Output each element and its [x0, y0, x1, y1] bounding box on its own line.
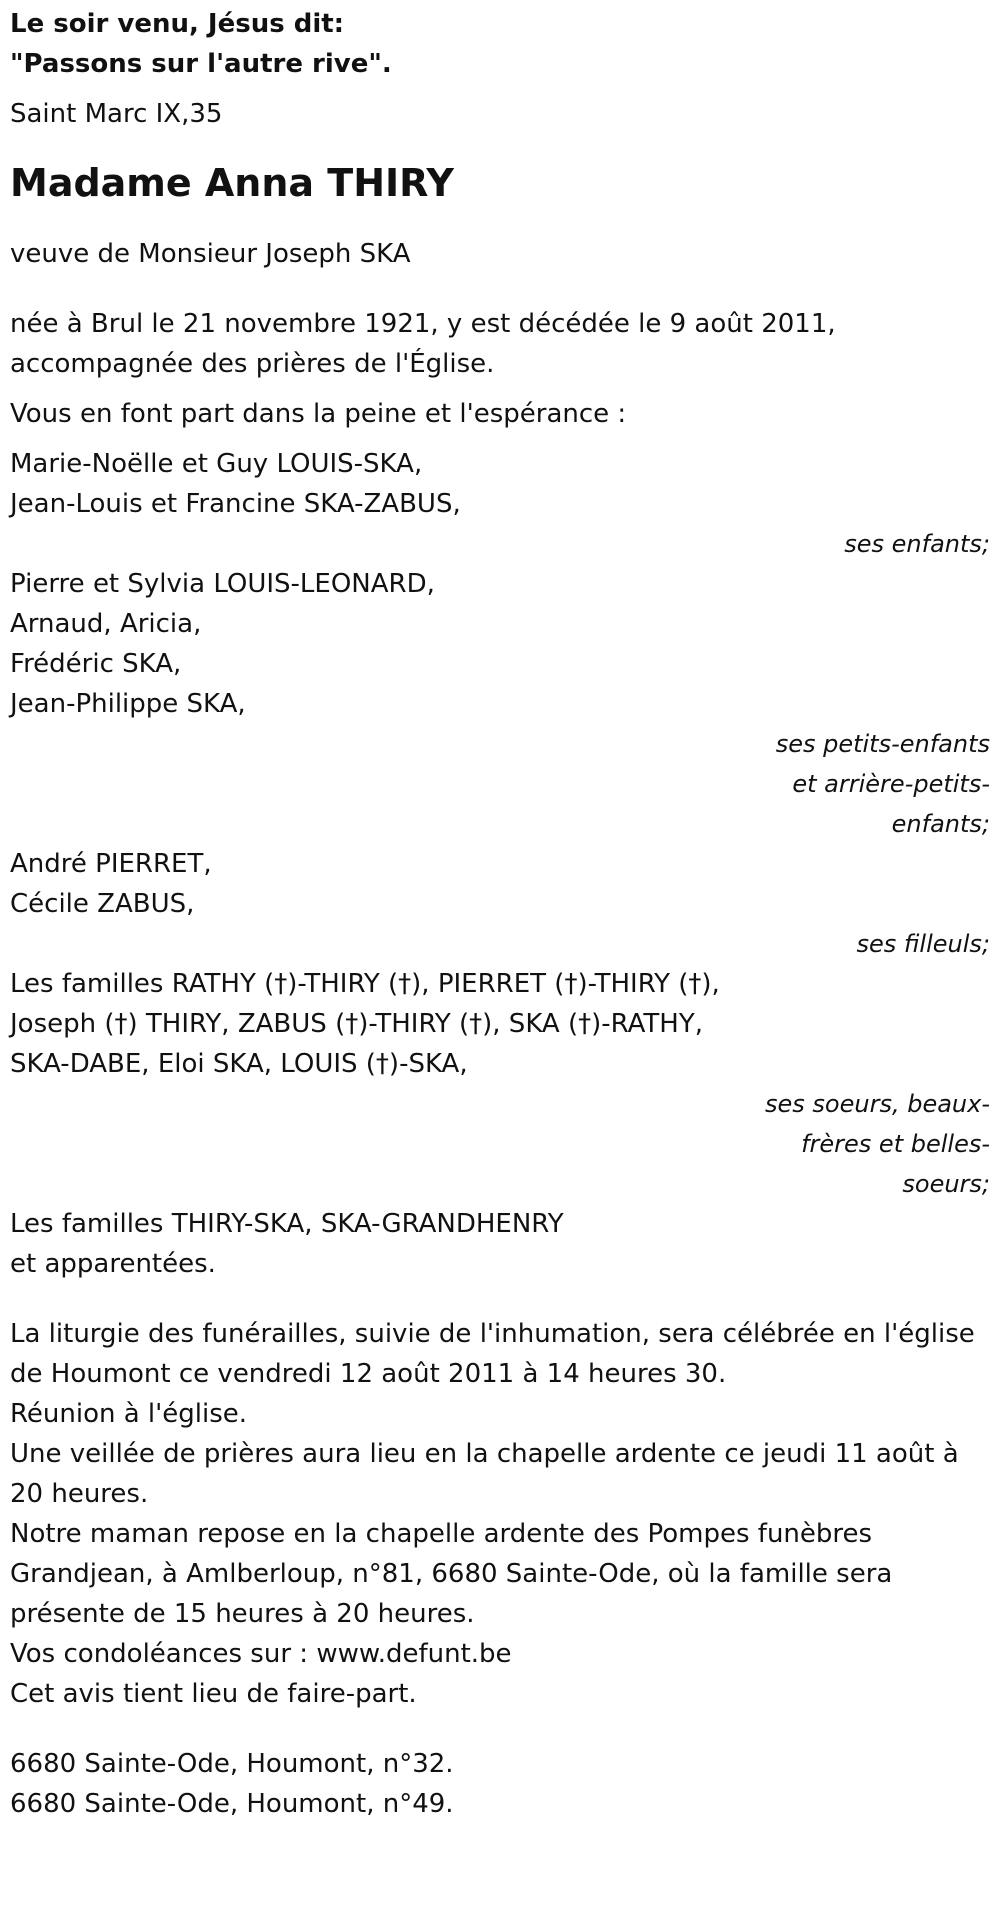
deceased-name: Madame Anna THIRY: [10, 161, 454, 205]
family-member: André PIERRET,: [10, 849, 212, 879]
role-line: ses soeurs, beaux-: [765, 1090, 990, 1118]
birth-death-line-1: née à Brul le 21 novembre 1921, y est décédée le 9 août 2011,: [10, 309, 836, 339]
family-group-godchildren: [10, 844, 990, 964]
family-member: Cécile ZABUS,: [10, 889, 195, 919]
liturgy-line-1: La liturgie des funérailles, suivie de l'inhumation, sera célébrée en l'église: [10, 1319, 975, 1349]
vigil-line-1: Une veillée de prières aura lieu en la chapelle ardente ce jeudi 11 août à: [10, 1439, 959, 1469]
meeting-info: Réunion à l'église.: [10, 1399, 248, 1429]
notice: Cet avis tient lieu de faire-part.: [10, 1679, 417, 1709]
address-line: 6680 Sainte-Ode, Houmont, n°49.: [10, 1789, 454, 1819]
role-line: et arrière-petits-: [792, 770, 990, 798]
family-group-grandchildren: [10, 564, 990, 844]
role-label: [760, 1084, 990, 1204]
role-line: frères et belles-: [801, 1130, 990, 1158]
family-member: Arnaud, Aricia,: [10, 609, 202, 639]
funeral-details: [10, 1314, 980, 1714]
family-member: et apparentées.: [10, 1249, 216, 1279]
vigil-line-2: 20 heures.: [10, 1479, 149, 1509]
role-label: ses filleuls;: [856, 930, 990, 958]
liturgy-line-2: de Houmont ce vendredi 12 août 2011 à 14 heures 30.: [10, 1359, 727, 1389]
rest-line-2: Grandjean, à Amlberloup, n°81, 6680 Sainte-Ode, où la famille sera: [10, 1559, 893, 1589]
family-member: Les familles RATHY (†)-THIRY (†), PIERRET (†)-THIRY (†),: [10, 969, 720, 999]
family-member: Joseph (†) THIRY, ZABUS (†)-THIRY (†), SKA (†)-RATHY,: [10, 1009, 703, 1039]
widow-of: veuve de Monsieur Joseph SKA: [10, 239, 411, 269]
role-label: [760, 724, 990, 844]
addresses: [10, 1744, 980, 1824]
rest-line-1: Notre maman repose en la chapelle ardente des Pompes funèbres: [10, 1519, 873, 1549]
family-member: Frédéric SKA,: [10, 649, 182, 679]
address-line: 6680 Sainte-Ode, Houmont, n°32.: [10, 1749, 454, 1779]
rest-line-3: présente de 15 heures à 20 heures.: [10, 1599, 475, 1629]
scripture-reference: Saint Marc IX,35: [10, 99, 223, 129]
family-member: Les familles THIRY-SKA, SKA-GRANDHENRY: [10, 1209, 564, 1239]
role-line: enfants;: [891, 810, 990, 838]
family-member: Pierre et Sylvia LOUIS-LEONARD,: [10, 569, 435, 599]
family-member: Jean-Louis et Francine SKA-ZABUS,: [10, 489, 461, 519]
family-group-children: [10, 444, 990, 564]
announcement: Vous en font part dans la peine et l'espérance :: [10, 399, 627, 429]
role-label: ses enfants;: [844, 530, 990, 558]
family-group-siblings: [10, 964, 990, 1204]
condolences-info: Vos condoléances sur : www.defunt.be: [10, 1639, 512, 1669]
quote-line-1: Le soir venu, Jésus dit:: [10, 9, 345, 39]
role-line: ses petits-enfants: [775, 730, 990, 758]
family-member: Marie-Noëlle et Guy LOUIS-SKA,: [10, 449, 423, 479]
family-member: SKA-DABE, Eloi SKA, LOUIS (†)-SKA,: [10, 1049, 468, 1079]
birth-death-line-2: accompagnée des prières de l'Église.: [10, 349, 495, 379]
family-group-relatives: [10, 1204, 980, 1284]
quote-line-2: "Passons sur l'autre rive".: [10, 49, 392, 79]
family-member: Jean-Philippe SKA,: [10, 689, 246, 719]
role-line: soeurs;: [902, 1170, 990, 1198]
